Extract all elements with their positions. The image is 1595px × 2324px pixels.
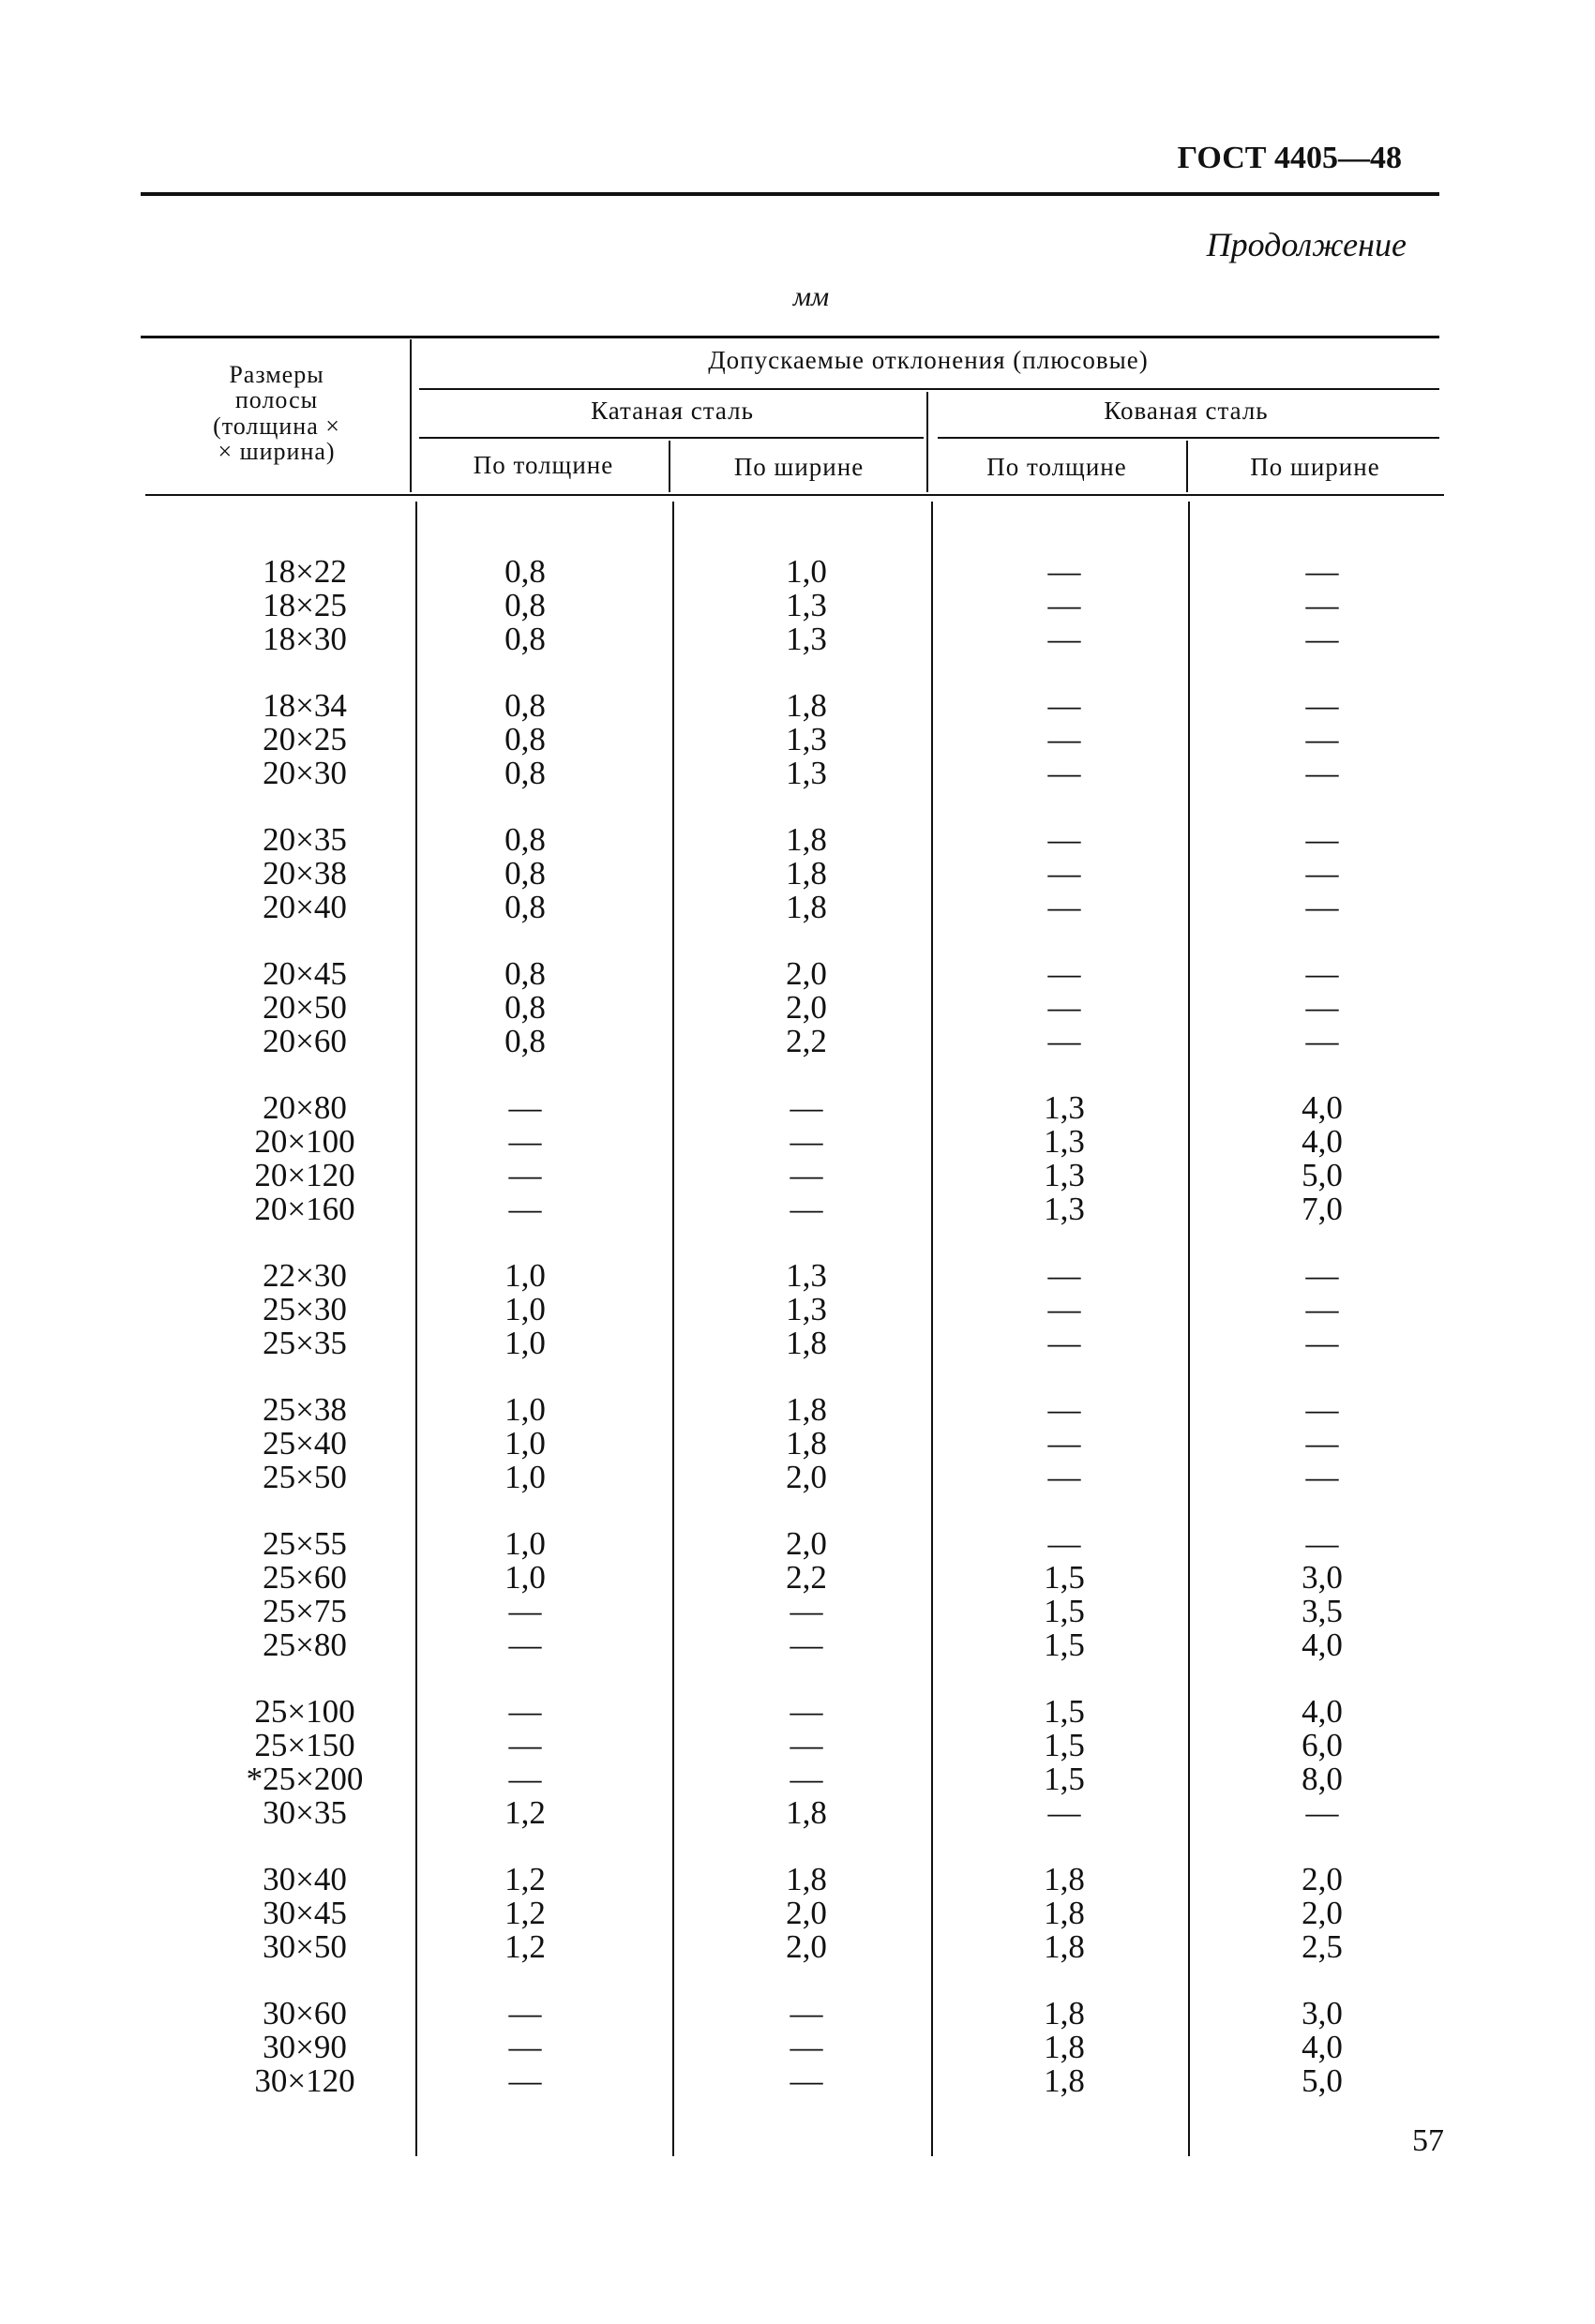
rolled-width-cell: 2,0 xyxy=(786,1928,827,1965)
rolled-width-cell: 1,8 xyxy=(786,1794,827,1831)
rolled-width-cell: — xyxy=(790,1123,823,1160)
rolled-width-cell: 1,8 xyxy=(786,1425,827,1462)
forged-thickness-cell: — xyxy=(1047,1291,1081,1327)
rolled-width-cell: 1,3 xyxy=(786,1257,827,1294)
rolled-thickness-cell: 1,0 xyxy=(504,1425,546,1462)
size-cell: 30×90 xyxy=(263,2029,347,2065)
forged-thickness-cell: — xyxy=(1047,755,1081,791)
forged-width-cell: 4,0 xyxy=(1302,1693,1343,1730)
size-cell: 20×35 xyxy=(263,821,347,858)
forged-width-cell: — xyxy=(1305,621,1339,657)
forged-width-cell: 3,0 xyxy=(1302,1559,1343,1596)
forged-steel-header: Кованая сталь xyxy=(1104,397,1269,425)
table-row xyxy=(141,1259,1416,1293)
table-row xyxy=(141,1327,1416,1360)
forged-width-cell: 3,0 xyxy=(1302,1995,1343,2032)
forged-width-cell: 4,0 xyxy=(1302,1089,1343,1126)
rolled-width-cell: 1,3 xyxy=(786,1291,827,1327)
table-row xyxy=(141,957,1416,991)
forged-thickness-cell: — xyxy=(1047,587,1081,623)
forged-thickness-cell: 1,8 xyxy=(1044,2062,1085,2099)
rolled-width-cell: — xyxy=(790,1627,823,1663)
rolled-sub-divider xyxy=(669,441,670,492)
forged-thickness-cell: — xyxy=(1047,1425,1081,1462)
rolled-width-cell: 1,8 xyxy=(786,1861,827,1897)
forged-width-cell: — xyxy=(1305,1023,1339,1059)
size-cell: 20×120 xyxy=(254,1157,355,1193)
forged-width-cell: — xyxy=(1305,1391,1339,1428)
size-cell: 30×45 xyxy=(263,1895,347,1931)
rolled-width-cell: 2,0 xyxy=(786,1895,827,1931)
table-row xyxy=(141,622,1416,656)
forged-width-cell: — xyxy=(1305,587,1339,623)
forged-thickness-cell: 1,8 xyxy=(1044,1895,1085,1931)
row-group xyxy=(141,1091,1416,1226)
table-top-rule xyxy=(141,336,1439,338)
forged-thickness-cell: 1,8 xyxy=(1044,1928,1085,1965)
forged-thickness-cell: — xyxy=(1047,621,1081,657)
forged-width-cell: 5,0 xyxy=(1302,2062,1343,2099)
table-body xyxy=(141,555,1416,2131)
forged-width-cell: — xyxy=(1305,721,1339,757)
table-row xyxy=(141,991,1416,1025)
rolled-width-cell: 1,8 xyxy=(786,855,827,892)
table-row xyxy=(141,1695,1416,1729)
header-divider xyxy=(410,339,412,492)
forged-width-cell: 4,0 xyxy=(1302,2029,1343,2065)
table-row xyxy=(141,1595,1416,1628)
forged-width-cell: — xyxy=(1305,1325,1339,1361)
forged-thickness-cell: — xyxy=(1047,989,1081,1026)
rolled-thickness-cell: 1,2 xyxy=(504,1861,546,1897)
header-bottom-rule xyxy=(145,494,1444,496)
rolled-width-cell: 1,8 xyxy=(786,889,827,925)
rolled-thickness-cell: — xyxy=(508,1761,542,1797)
forged-thickness-cell: — xyxy=(1047,955,1081,992)
forged-thickness-cell: — xyxy=(1047,1257,1081,1294)
size-cell: 20×45 xyxy=(263,955,347,992)
rolled-thickness-cell: 1,0 xyxy=(504,1459,546,1495)
rolled-thickness-cell: 0,8 xyxy=(504,821,546,858)
size-cell: 30×40 xyxy=(263,1861,347,1897)
forged-thickness-cell: — xyxy=(1047,687,1081,724)
forged-width-header: По ширине xyxy=(1250,453,1380,481)
forged-width-cell: 3,5 xyxy=(1302,1593,1343,1629)
rolled-width-cell: — xyxy=(790,1157,823,1193)
table-row xyxy=(141,1762,1416,1796)
rolled-thickness-cell: 0,8 xyxy=(504,1023,546,1059)
table-row xyxy=(141,1897,1416,1930)
table-row xyxy=(141,1863,1416,1897)
rolled-thickness-cell: 1,2 xyxy=(504,1895,546,1931)
rolled-width-cell: — xyxy=(790,1191,823,1227)
forged-thickness-cell: 1,3 xyxy=(1044,1157,1085,1193)
size-cell: 30×120 xyxy=(254,2062,355,2099)
forged-width-cell: — xyxy=(1305,821,1339,858)
top-rule xyxy=(141,192,1439,196)
rolled-thickness-cell: 1,2 xyxy=(504,1794,546,1831)
forged-thickness-cell: — xyxy=(1047,1459,1081,1495)
forged-width-cell: — xyxy=(1305,755,1339,791)
forged-width-cell: 8,0 xyxy=(1302,1761,1343,1797)
size-cell: 25×80 xyxy=(263,1627,347,1663)
forged-thickness-cell: 1,8 xyxy=(1044,1861,1085,1897)
rolled-thickness-header: По толщине xyxy=(473,451,614,479)
rolled-thickness-cell: 0,8 xyxy=(504,553,546,590)
rolled-thickness-cell: 0,8 xyxy=(504,855,546,892)
continuation-label: Продолжение xyxy=(1206,226,1407,263)
table-row xyxy=(141,723,1416,757)
rolled-steel-header: Катаная сталь xyxy=(591,397,754,425)
forged-thickness-cell: 1,5 xyxy=(1044,1627,1085,1663)
size-cell: 25×35 xyxy=(263,1325,347,1361)
rolled-width-cell: 1,8 xyxy=(786,1391,827,1428)
rolled-thickness-cell: — xyxy=(508,2029,542,2065)
table-row xyxy=(141,689,1416,723)
forged-width-cell: — xyxy=(1305,855,1339,892)
rolled-thickness-cell: — xyxy=(508,1727,542,1763)
rolled-thickness-cell: 1,0 xyxy=(504,1391,546,1428)
document-code: ГОСТ 4405—48 xyxy=(1177,141,1402,175)
rolled-thickness-cell: 0,8 xyxy=(504,989,546,1026)
rolled-width-cell: — xyxy=(790,2062,823,2099)
rolled-width-cell: — xyxy=(790,2029,823,2065)
forged-thickness-cell: 1,5 xyxy=(1044,1559,1085,1596)
table-row xyxy=(141,1159,1416,1192)
rolled-width-cell: 1,8 xyxy=(786,821,827,858)
rolled-thickness-cell: 0,8 xyxy=(504,621,546,657)
rolled-thickness-cell: 0,8 xyxy=(504,755,546,791)
forged-thickness-cell: 1,5 xyxy=(1044,1693,1085,1730)
size-cell: 25×38 xyxy=(263,1391,347,1428)
size-cell: 18×34 xyxy=(263,687,347,724)
rolled-width-cell: 2,0 xyxy=(786,955,827,992)
rolled-width-cell: — xyxy=(790,1727,823,1763)
size-cell: 25×60 xyxy=(263,1559,347,1596)
rolled-width-cell: 1,3 xyxy=(786,755,827,791)
forged-width-cell: 4,0 xyxy=(1302,1627,1343,1663)
row-group xyxy=(141,1863,1416,1964)
rolled-thickness-cell: 1,0 xyxy=(504,1525,546,1562)
rolled-width-cell: 1,8 xyxy=(786,1325,827,1361)
table-row xyxy=(141,1125,1416,1159)
steel-divider xyxy=(926,392,928,492)
forged-thickness-cell: 1,8 xyxy=(1044,1995,1085,2032)
rolled-thickness-cell: — xyxy=(508,1693,542,1730)
rolled-width-cell: — xyxy=(790,1593,823,1629)
rolled-width-cell: 2,2 xyxy=(786,1023,827,1059)
forged-thickness-cell: 1,3 xyxy=(1044,1089,1085,1126)
rolled-width-cell: — xyxy=(790,1761,823,1797)
forged-width-cell: — xyxy=(1305,1257,1339,1294)
page-number: 57 xyxy=(1412,2123,1444,2158)
rolled-thickness-cell: — xyxy=(508,1627,542,1663)
row-group xyxy=(141,1527,1416,1662)
size-cell: 20×60 xyxy=(263,1023,347,1059)
rolled-thickness-cell: 1,2 xyxy=(504,1928,546,1965)
forged-width-cell: — xyxy=(1305,1525,1339,1562)
rolled-thickness-cell: — xyxy=(508,1593,542,1629)
size-cell: 25×40 xyxy=(263,1425,347,1462)
table-row xyxy=(141,1393,1416,1427)
rolled-width-cell: — xyxy=(790,1693,823,1730)
table-row xyxy=(141,589,1416,622)
rolled-thickness-cell: 1,0 xyxy=(504,1325,546,1361)
forged-width-cell: — xyxy=(1305,687,1339,724)
forged-thickness-cell: — xyxy=(1047,1023,1081,1059)
table-row xyxy=(141,2064,1416,2098)
rolled-width-cell: — xyxy=(790,1995,823,2032)
size-cell: 25×30 xyxy=(263,1291,347,1327)
forged-thickness-cell: — xyxy=(1047,721,1081,757)
forged-thickness-header: По толщине xyxy=(986,453,1127,481)
rolled-width-cell: 1,8 xyxy=(786,687,827,724)
forged-width-cell: 2,5 xyxy=(1302,1928,1343,1965)
rolled-width-cell: 2,0 xyxy=(786,1525,827,1562)
tolerances-header: Допускаемые отклонения (плюсовые) xyxy=(708,346,1149,374)
size-cell: *25×200 xyxy=(246,1761,364,1797)
size-cell: 30×50 xyxy=(263,1928,347,1965)
size-cell: 18×25 xyxy=(263,587,347,623)
size-cell: 20×50 xyxy=(263,989,347,1026)
forged-thickness-cell: — xyxy=(1047,1325,1081,1361)
size-column-header xyxy=(159,362,394,464)
rolled-thickness-cell: — xyxy=(508,1089,542,1126)
table-row xyxy=(141,1293,1416,1327)
table-row xyxy=(141,1796,1416,1830)
size-cell: 20×160 xyxy=(254,1191,355,1227)
size-cell: 18×22 xyxy=(263,553,347,590)
tolerances-underline xyxy=(419,388,1439,390)
size-header-line: (толщина × xyxy=(213,412,340,440)
size-cell: 20×40 xyxy=(263,889,347,925)
forged-underline xyxy=(938,437,1439,439)
forged-width-cell: 7,0 xyxy=(1302,1191,1343,1227)
row-group xyxy=(141,1695,1416,1830)
size-cell: 20×80 xyxy=(263,1089,347,1126)
size-cell: 25×55 xyxy=(263,1525,347,1562)
forged-thickness-cell: — xyxy=(1047,1391,1081,1428)
rolled-thickness-cell: 0,8 xyxy=(504,889,546,925)
rolled-width-cell: 2,0 xyxy=(786,989,827,1026)
rolled-thickness-cell: 0,8 xyxy=(504,955,546,992)
forged-width-cell: 6,0 xyxy=(1302,1727,1343,1763)
forged-thickness-cell: — xyxy=(1047,1794,1081,1831)
table-row xyxy=(141,2031,1416,2064)
rolled-thickness-cell: — xyxy=(508,1157,542,1193)
forged-thickness-cell: — xyxy=(1047,821,1081,858)
table-row xyxy=(141,891,1416,924)
size-cell: 25×100 xyxy=(254,1693,355,1730)
size-cell: 20×30 xyxy=(263,755,347,791)
table-row xyxy=(141,857,1416,891)
row-group xyxy=(141,1259,1416,1360)
rolled-underline xyxy=(419,437,924,439)
table-row xyxy=(141,555,1416,589)
rolled-thickness-cell: — xyxy=(508,1123,542,1160)
forged-thickness-cell: — xyxy=(1047,855,1081,892)
table-row xyxy=(141,1461,1416,1494)
rolled-thickness-cell: — xyxy=(508,1191,542,1227)
forged-width-cell: 2,0 xyxy=(1302,1861,1343,1897)
table-row xyxy=(141,1997,1416,2031)
forged-width-cell: — xyxy=(1305,1291,1339,1327)
forged-width-cell: 4,0 xyxy=(1302,1123,1343,1160)
forged-thickness-cell: 1,5 xyxy=(1044,1727,1085,1763)
table-row xyxy=(141,1025,1416,1058)
forged-width-cell: 5,0 xyxy=(1302,1157,1343,1193)
rolled-thickness-cell: 1,0 xyxy=(504,1559,546,1596)
table-row xyxy=(141,1628,1416,1662)
forged-width-cell: — xyxy=(1305,955,1339,992)
row-group xyxy=(141,1997,1416,2098)
row-group xyxy=(141,823,1416,924)
size-cell: 25×150 xyxy=(254,1727,355,1763)
table-row xyxy=(141,757,1416,790)
forged-thickness-cell: — xyxy=(1047,553,1081,590)
size-cell: 25×50 xyxy=(263,1459,347,1495)
size-cell: 22×30 xyxy=(263,1257,347,1294)
rolled-width-cell: 1,0 xyxy=(786,553,827,590)
row-group xyxy=(141,957,1416,1058)
rolled-width-cell: 2,0 xyxy=(786,1459,827,1495)
forged-thickness-cell: — xyxy=(1047,889,1081,925)
forged-width-cell: — xyxy=(1305,1425,1339,1462)
forged-width-cell: — xyxy=(1305,889,1339,925)
size-header-line: Размеры xyxy=(229,361,324,388)
rolled-thickness-cell: 0,8 xyxy=(504,721,546,757)
forged-width-cell: 2,0 xyxy=(1302,1895,1343,1931)
rolled-thickness-cell: — xyxy=(508,2062,542,2099)
size-cell: 20×25 xyxy=(263,721,347,757)
forged-thickness-cell: — xyxy=(1047,1525,1081,1562)
forged-width-cell: — xyxy=(1305,989,1339,1026)
rolled-thickness-cell: 0,8 xyxy=(504,587,546,623)
forged-width-cell: — xyxy=(1305,1794,1339,1831)
forged-sub-divider xyxy=(1186,441,1188,492)
size-header-line: полосы xyxy=(234,386,319,414)
units-label: мм xyxy=(792,281,830,312)
table-row xyxy=(141,1729,1416,1762)
table-row xyxy=(141,823,1416,857)
row-group xyxy=(141,1393,1416,1494)
rolled-thickness-cell: — xyxy=(508,1995,542,2032)
table-row xyxy=(141,1091,1416,1125)
row-group xyxy=(141,689,1416,790)
rolled-width-cell: 1,3 xyxy=(786,621,827,657)
forged-width-cell: — xyxy=(1305,1459,1339,1495)
rolled-thickness-cell: 1,0 xyxy=(504,1257,546,1294)
table-row xyxy=(141,1930,1416,1964)
size-header-line: × ширина) xyxy=(218,437,336,465)
table-row xyxy=(141,1561,1416,1595)
rolled-width-cell: 1,3 xyxy=(786,721,827,757)
forged-thickness-cell: 1,3 xyxy=(1044,1123,1085,1160)
forged-thickness-cell: 1,8 xyxy=(1044,2029,1085,2065)
rolled-width-cell: 2,2 xyxy=(786,1559,827,1596)
rolled-width-cell: — xyxy=(790,1089,823,1126)
rolled-thickness-cell: 0,8 xyxy=(504,687,546,724)
rolled-thickness-cell: 1,0 xyxy=(504,1291,546,1327)
forged-width-cell: — xyxy=(1305,553,1339,590)
rolled-width-header: По ширине xyxy=(733,453,865,481)
size-cell: 30×60 xyxy=(263,1995,347,2032)
table-row xyxy=(141,1427,1416,1461)
size-cell: 18×30 xyxy=(263,621,347,657)
table-row xyxy=(141,1527,1416,1561)
rolled-width-cell: 1,3 xyxy=(786,587,827,623)
size-cell: 30×35 xyxy=(263,1794,347,1831)
row-group xyxy=(141,555,1416,656)
size-cell: 20×38 xyxy=(263,855,347,892)
forged-thickness-cell: 1,5 xyxy=(1044,1593,1085,1629)
size-cell: 20×100 xyxy=(254,1123,355,1160)
size-cell: 25×75 xyxy=(263,1593,347,1629)
forged-thickness-cell: 1,5 xyxy=(1044,1761,1085,1797)
forged-thickness-cell: 1,3 xyxy=(1044,1191,1085,1227)
table-row xyxy=(141,1192,1416,1226)
